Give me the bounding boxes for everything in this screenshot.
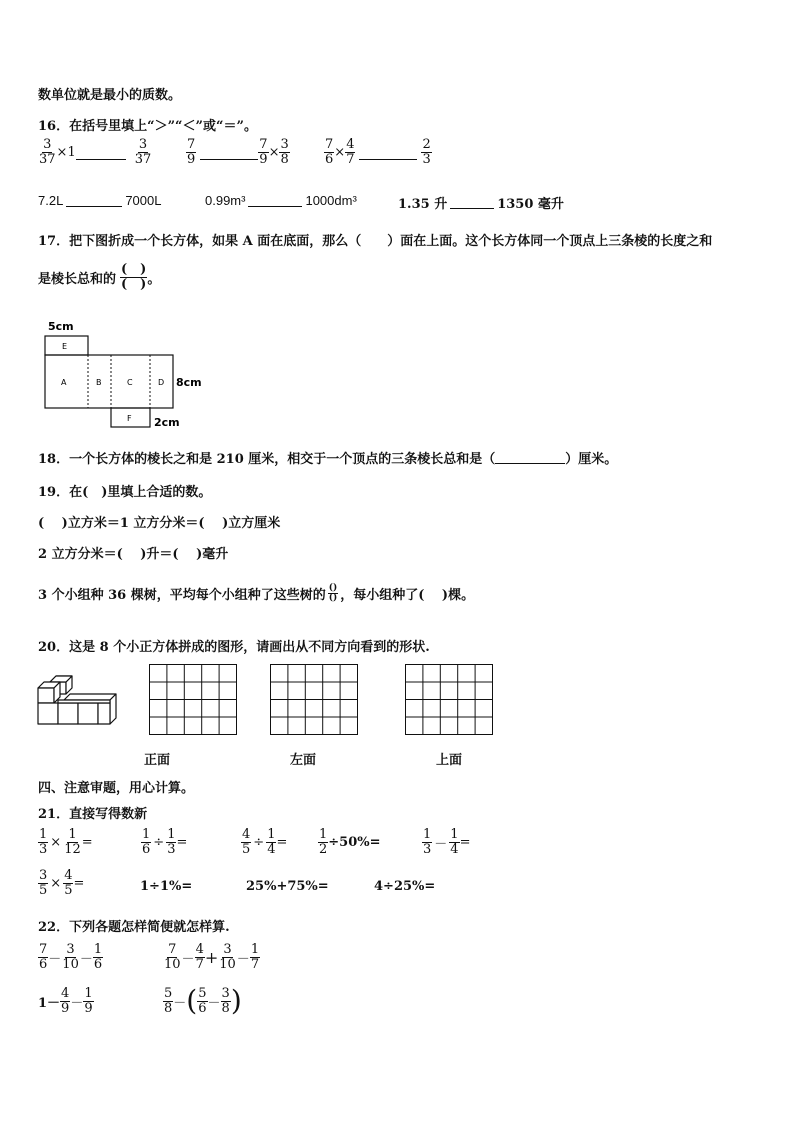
frac-num: 3: [138, 137, 148, 152]
frac-den: 37: [134, 151, 152, 167]
q17-line2-end: 。: [147, 271, 161, 287]
q21-e1: [38, 828, 93, 856]
frac-den: 6: [198, 1000, 207, 1016]
q18: [38, 448, 617, 467]
frac-num: 4: [61, 986, 70, 1001]
equals: =: [459, 834, 471, 850]
value-right: 1000dm³: [305, 193, 357, 208]
frac-num: 1: [319, 827, 328, 842]
label-left: 左面: [290, 753, 317, 768]
q21-title: 21．直接写得数新: [38, 807, 148, 822]
frac-num: 1: [423, 827, 432, 842]
operator: －: [70, 995, 84, 1011]
frac-num: 3: [221, 986, 230, 1001]
q22-p2: [163, 943, 260, 971]
frac-den: 10: [219, 956, 236, 972]
frac-den: 4: [450, 841, 459, 857]
face-f: F: [127, 414, 132, 423]
q21-e8: 25%+75%=: [246, 879, 329, 894]
expr-rest: ÷50%=: [328, 834, 381, 850]
frac-den: 12: [64, 841, 81, 857]
cuboid-net-diagram: [38, 318, 213, 430]
operator: －: [434, 836, 448, 852]
frac-den: 3: [423, 841, 432, 857]
frac-den: 7: [250, 956, 260, 972]
operator: －: [79, 951, 93, 967]
equals: =: [81, 834, 93, 850]
cube-stack-drawing: [36, 672, 122, 730]
q17-line2: [38, 263, 160, 291]
frac-den: 10: [62, 956, 79, 972]
frac-num-blank[interactable]: ( ): [121, 262, 147, 277]
q21-e7: 1÷1%=: [140, 879, 193, 894]
face-e: E: [62, 342, 68, 351]
q19-line1: ( )立方米＝1 立方分米＝( )立方厘米: [38, 516, 281, 531]
operator: ×: [268, 144, 280, 160]
frac-num: 1: [167, 827, 176, 842]
q18-text: 18．一个长方体的棱长之和是 210 厘米，相交于一个顶点的三条棱长总和是（: [38, 452, 496, 467]
frac-den: 8: [221, 1000, 230, 1016]
q21-e3: [241, 828, 287, 856]
frac-num: 1: [450, 827, 459, 842]
q22-p4: [163, 984, 242, 1018]
value-left: 1.35 升: [398, 197, 448, 212]
face-a: A: [61, 378, 67, 387]
frac-num: 7: [259, 137, 268, 152]
left-view-grid[interactable]: [270, 664, 358, 735]
face-d: D: [158, 378, 165, 387]
frac-num: 4: [64, 868, 73, 883]
paren-open: (: [186, 984, 198, 1018]
operator: －: [173, 995, 187, 1011]
q19-line2: 2 立方分米＝( )升＝( )毫升: [38, 547, 229, 562]
frac-num: 1: [93, 942, 103, 957]
answer-blank[interactable]: [66, 194, 122, 207]
q22-p1: [38, 943, 103, 971]
frac-den: 9: [259, 151, 268, 167]
frac-den: 5: [64, 882, 73, 898]
frac-num: 7: [168, 942, 177, 957]
q16-expr-3: [324, 138, 432, 166]
frac-num: 7: [39, 942, 48, 957]
operator: ×: [50, 875, 62, 891]
frac-den: 7: [346, 151, 355, 167]
frac-num: 7: [187, 137, 196, 152]
frac-den: 8: [164, 1000, 173, 1016]
answer-blank[interactable]: [200, 145, 258, 160]
frac-num: 7: [325, 137, 334, 152]
frac-den: 8: [280, 151, 289, 167]
operator: －: [48, 951, 62, 967]
frac-num: 5: [164, 986, 173, 1001]
value-left: 0.99m³: [205, 193, 246, 208]
answer-blank[interactable]: [359, 145, 417, 160]
operator: +: [204, 947, 219, 967]
q16-unit-compare-3: [398, 193, 564, 212]
frac-num: 3: [39, 868, 48, 883]
continued-text: 数单位就是最小的质数。: [38, 88, 182, 103]
frac-num: 1: [250, 942, 260, 957]
lead-term: 1－: [38, 995, 61, 1011]
operator: ×: [50, 834, 62, 850]
frac-den: 6: [325, 151, 334, 167]
top-view-grid[interactable]: [405, 664, 493, 735]
operator: ×1: [56, 144, 76, 160]
frac-den: 3: [167, 841, 176, 857]
answer-blank[interactable]: [450, 196, 494, 209]
q16-unit-compare-2: [205, 193, 357, 208]
operator: ×: [334, 144, 346, 160]
label-5cm: 5cm: [48, 320, 74, 333]
q21-e2: [141, 828, 187, 856]
q20-title: 20．这是 8 个小正方体拼成的图形，请画出从不同方向看到的形状.: [38, 640, 430, 655]
q21-e9: 4÷25%=: [374, 879, 436, 894]
q22-p3: [38, 987, 94, 1015]
equals: =: [73, 875, 85, 891]
q18-text-end: ）厘米。: [565, 452, 618, 467]
face-c: C: [127, 378, 133, 387]
face-b: B: [96, 378, 102, 387]
frac-den: 6: [142, 841, 151, 857]
q21-e6: [38, 869, 84, 897]
frac-num: 1: [142, 827, 151, 842]
q17-line2-text: 是棱长总和的: [38, 271, 117, 287]
q16-unit-compare-1: [38, 193, 161, 208]
label-front: 正面: [144, 753, 171, 768]
frac-den: 37: [39, 151, 56, 167]
section-4-heading: 四、注意审题，用心计算。: [38, 781, 195, 796]
q19-line3: [38, 584, 474, 604]
answer-blank[interactable]: [248, 194, 302, 207]
operator: ÷: [253, 834, 265, 850]
q19-title: 19．在( )里填上合适的数。: [38, 485, 212, 500]
frac-den: 2: [319, 841, 328, 857]
frac-den: 9: [187, 151, 196, 167]
q16-title: 16．在括号里填上“＞”“＜”或“＝”。: [38, 119, 257, 134]
frac-den: 7: [195, 956, 204, 972]
operator: －: [236, 951, 250, 967]
frac-num: 2: [422, 137, 431, 152]
value-left: 7.2L: [38, 193, 64, 208]
value-right: 1350 毫升: [497, 197, 564, 212]
q21-e5: [422, 828, 470, 856]
frac-num: 3: [280, 137, 289, 152]
frac-den: 9: [84, 1000, 93, 1016]
q16-expr-2: [186, 138, 290, 166]
frac-num: 5: [198, 986, 207, 1001]
q19-line3-text: 3 个小组种 36 棵树，平均每个小组种了这些树的: [38, 588, 326, 604]
frac-den: 6: [39, 956, 48, 972]
q19-line3-end: ，每小组种了( )棵。: [340, 588, 475, 604]
front-view-grid[interactable]: [149, 664, 237, 735]
frac-num-blank[interactable]: (): [328, 583, 338, 593]
frac-den: 9: [61, 1000, 70, 1016]
label-2cm: 2cm: [154, 416, 180, 429]
frac-num: 1: [68, 827, 77, 842]
q16-expr-1: [38, 138, 152, 166]
operator: －: [207, 995, 221, 1011]
frac-num: 3: [43, 137, 52, 152]
q17-line1: 17．把下图折成一个长方体，如果 A 面在底面，那么（ ）面在上面。这个长方体同一个顶点上三条棱的长度之和: [38, 234, 713, 249]
label-8cm: 8cm: [176, 376, 202, 389]
equals: =: [276, 834, 288, 850]
frac-num: 3: [66, 942, 75, 957]
operator: －: [181, 951, 195, 967]
frac-num: 4: [242, 827, 251, 842]
answer-blank[interactable]: [495, 451, 565, 464]
frac-num: 4: [346, 137, 355, 152]
frac-den: 5: [39, 882, 48, 898]
operator: ÷: [153, 834, 165, 850]
frac-den-blank[interactable]: ( ): [121, 276, 147, 292]
frac-den: 3: [422, 151, 431, 167]
frac-num: 4: [195, 942, 204, 957]
frac-den-blank[interactable]: (): [328, 593, 338, 604]
label-top: 上面: [436, 753, 463, 768]
frac-den: 6: [93, 956, 103, 972]
frac-num: 3: [223, 942, 232, 957]
paren-close: ): [230, 984, 242, 1018]
answer-blank[interactable]: [76, 145, 126, 160]
frac-num: 1: [39, 827, 48, 842]
equals: =: [176, 834, 188, 850]
frac-den: 5: [242, 841, 251, 857]
frac-num: 1: [267, 827, 276, 842]
frac-num: 1: [84, 986, 93, 1001]
frac-den: 3: [39, 841, 48, 857]
frac-den: 10: [164, 956, 181, 972]
frac-den: 4: [267, 841, 276, 857]
q22-title: 22．下列各题怎样简便就怎样算.: [38, 920, 230, 935]
q21-e4: [318, 828, 381, 856]
value-right: 7000L: [125, 193, 162, 208]
